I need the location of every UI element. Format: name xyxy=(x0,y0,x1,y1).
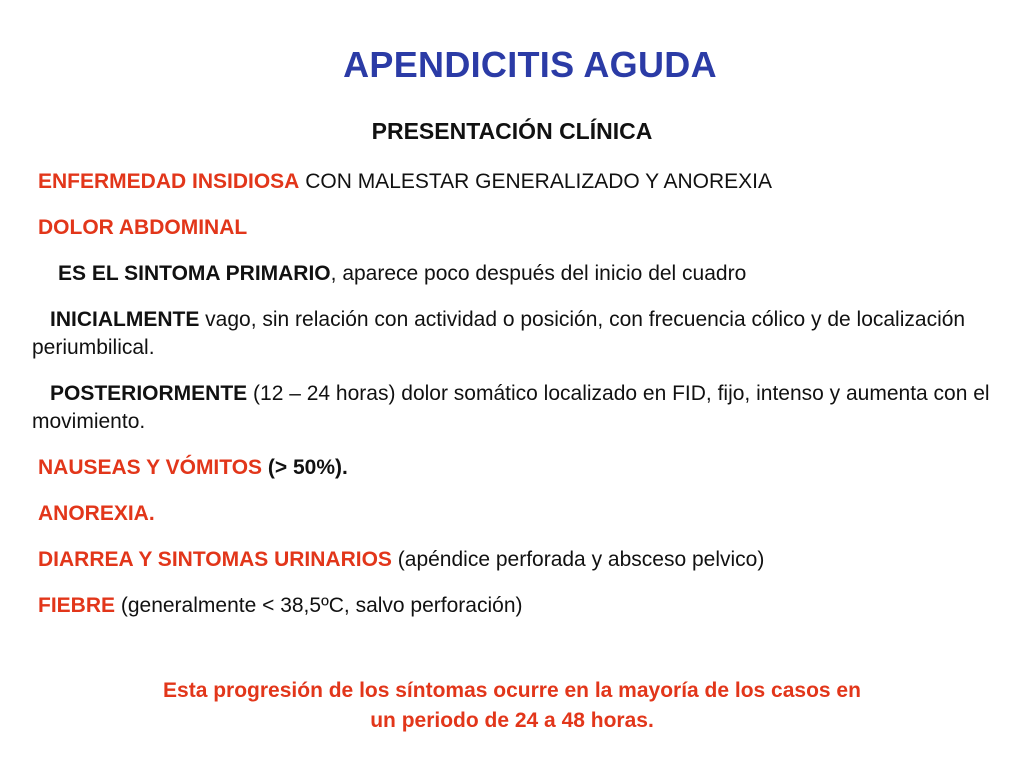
item-fiebre xyxy=(32,592,992,620)
item-term: DOLOR ABDOMINAL xyxy=(38,216,248,239)
item-text: CON MALESTAR GENERALIZADO Y ANOREXIA xyxy=(299,170,772,193)
item-term: POSTERIORMENTE xyxy=(50,382,248,405)
item-term: DIARREA Y SINTOMAS URINARIOS xyxy=(38,548,392,571)
content-list xyxy=(32,168,992,620)
item-enfermedad xyxy=(32,168,992,196)
footer-note xyxy=(0,676,1024,736)
item-text: , aparece poco después del inicio del cuadro xyxy=(330,262,747,285)
item-anorexia xyxy=(32,500,992,528)
item-text: (> 50%). xyxy=(262,456,348,479)
item-nauseas xyxy=(32,454,992,482)
item-text: (apéndice perforada y absceso pelvico) xyxy=(391,548,765,571)
item-term: FIEBRE xyxy=(38,594,116,617)
item-primario xyxy=(32,260,992,288)
item-dolor xyxy=(32,214,992,242)
item-term: ENFERMEDAD INSIDIOSA xyxy=(38,170,300,193)
slide-title: APENDICITIS AGUDA xyxy=(343,44,717,85)
item-text: vago, sin relación con actividad o posición, con frecuencia cólico y de localización periumbilical. xyxy=(32,308,966,359)
item-term: NAUSEAS Y VÓMITOS xyxy=(38,456,263,479)
item-text: (12 – 24 horas) dolor somático localizado en FID, fijo, intenso y aumenta con el movimiento. xyxy=(32,382,990,433)
footer-line-1: Esta progresión de los síntomas ocurre en la mayoría de los casos en xyxy=(163,679,861,702)
footer-line-2: un periodo de 24 a 48 horas. xyxy=(370,709,654,732)
item-term: INICIALMENTE xyxy=(50,308,200,331)
item-text: (generalmente < 38,5ºC, salvo perforación) xyxy=(115,594,523,617)
item-term: ES EL SINTOMA PRIMARIO xyxy=(58,262,331,285)
item-diarrea xyxy=(32,546,992,574)
item-term: ANOREXIA. xyxy=(38,502,155,525)
item-inicial xyxy=(32,306,992,362)
slide-subtitle: PRESENTACIÓN CLÍNICA xyxy=(371,118,653,144)
item-posterior xyxy=(32,380,992,436)
